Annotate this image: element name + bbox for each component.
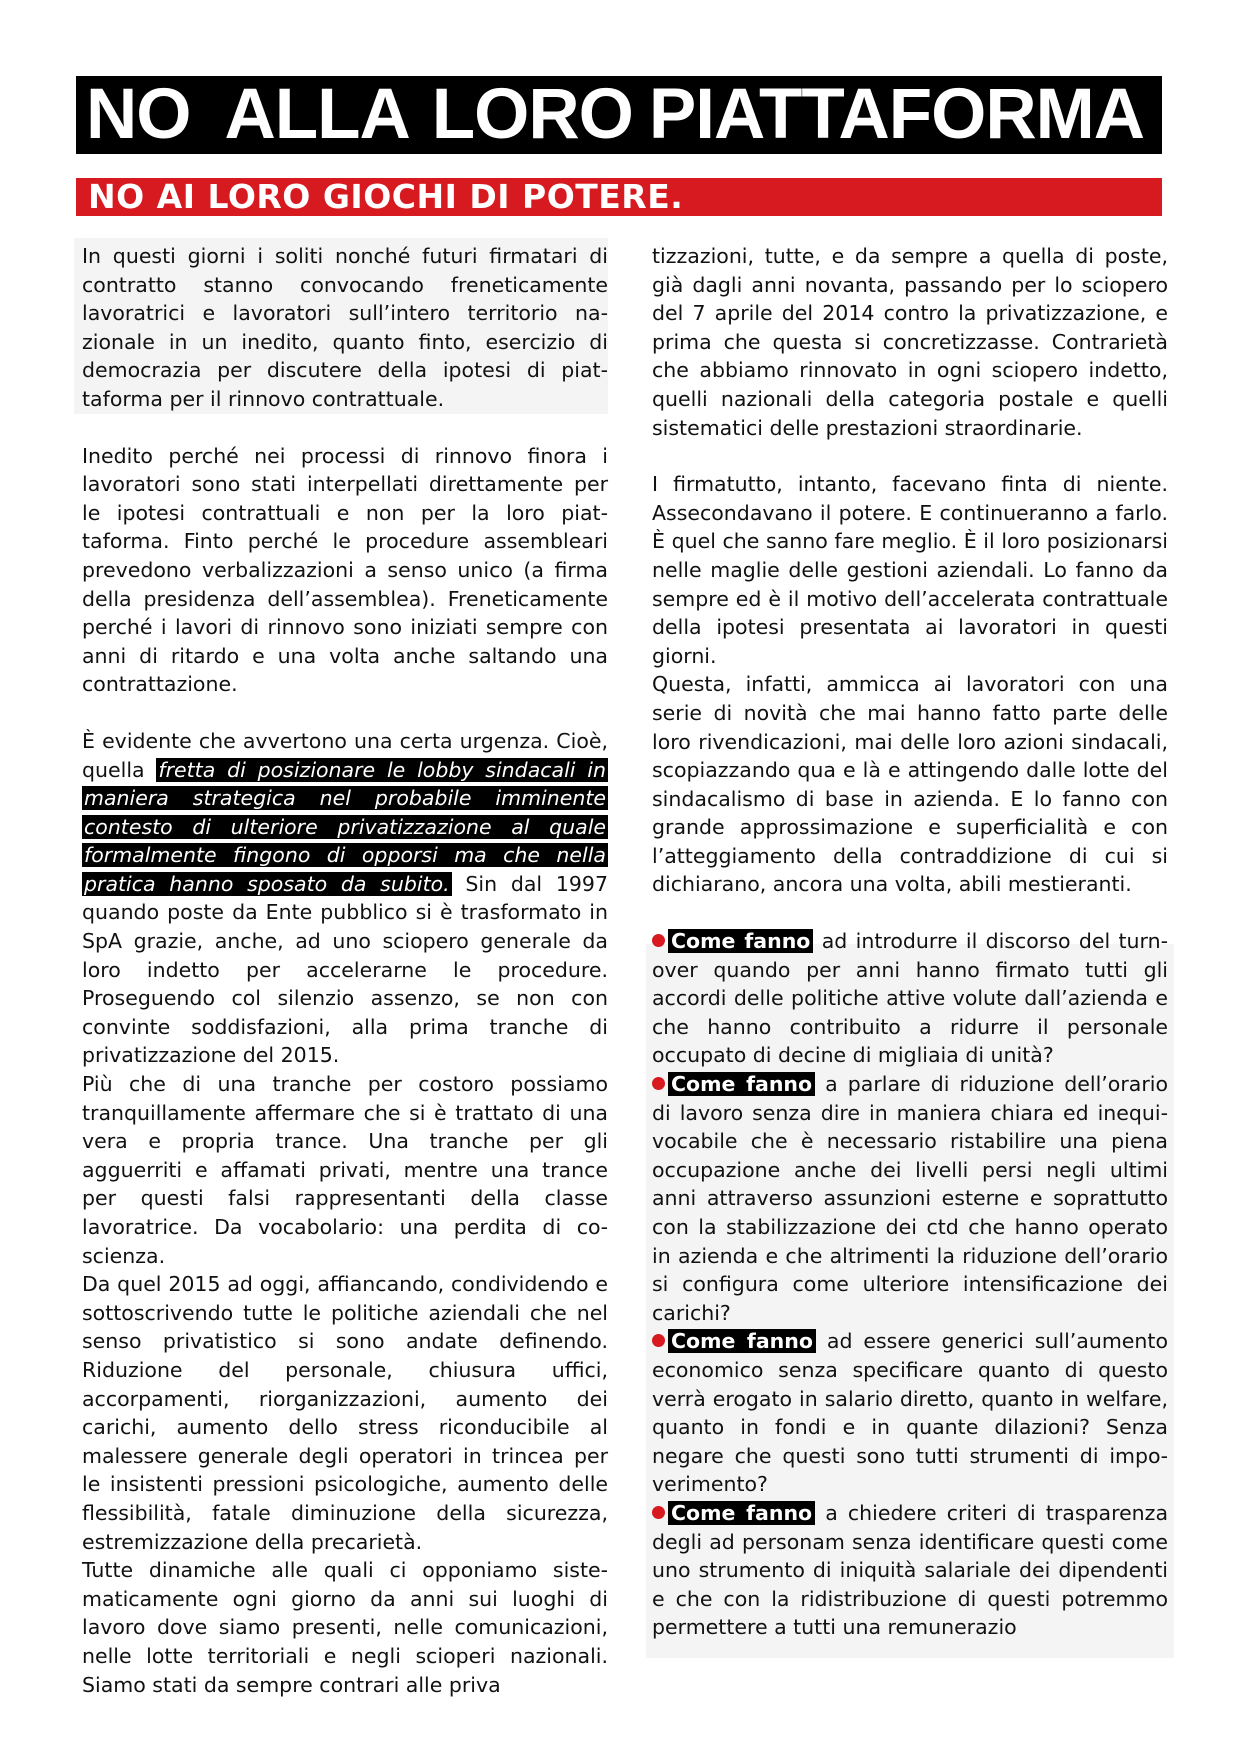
red-bullet-icon <box>652 1334 665 1347</box>
bullet-label: Come fanno <box>668 1501 815 1525</box>
paragraph: In questi giorni i soliti nonché futuri firmatari di contratto stanno convocando freneticamente lavoratrici e lavoratori sull’intero territorio nazionale in un inedito, quanto finto, esercizio di democrazia per discutere della ipotesi di piattaforma per il rinnovo contrattuale. <box>82 244 608 411</box>
paragraph: Più che di una tranche per costoro possiamo tranquillamente affermare che si è trattato di una vera e propria trance. Una tranche per gli agguerriti e affamati privati, mentre una trance per questi falsi rappresentanti della classe lavoratrice. Da vocabolario: una perdita di coscienza. <box>82 1072 608 1268</box>
red-bullet-icon <box>652 1077 665 1090</box>
bullet-label: Come fanno <box>668 929 813 953</box>
paragraph: Da quel 2015 ad oggi, affiancando, condividendo e sottoscrivendo tutte le politiche aziendali che nel senso privatistico si sono andate definendo. Riduzione del personale, chiusura uffici, accorpamenti, riorganizzazioni, aumento dei carichi, aumento dello stress riconducibile al malessere generale degli operatori in trincea per le insistenti pressioni psicologiche, aumento delle flessibilità, fatale diminuzione della sicurezza, estremizzazione della precarietà. <box>82 1272 608 1554</box>
paragraph-text: Sin dal 1997 quando poste da Ente pubblico si è trasformato in SpA grazie, anche, ad uno sciopero generale da loro indetto per accelerarne le procedure. Proseguendo col silenzio assenzo, se non con convinte soddisfazioni, alla prima tranche di privatizzazione del 2015. <box>82 871 608 1068</box>
title-word: PIATTAFORMA <box>648 76 1145 154</box>
title-word: LORO <box>431 76 633 154</box>
paragraph: tizzazioni, tutte, e da sempre a quella di poste, già dagli anni novanta, passando per lo sciopero del 7 aprile del 2014 contro la privatizzazione, e prima che questa si concretizzasse. Contrarietà che abbiamo rinnovato in ogni sciopero indetto, quelli nazionali della categoria postale e quelli sistematici delle prestazioni straordinarie. <box>652 244 1168 440</box>
bullet-label: Come fanno <box>668 1329 816 1353</box>
page-title <box>76 76 1162 154</box>
title-word: ALLA <box>224 76 410 154</box>
bullet-item <box>652 927 1168 1070</box>
bullet-item <box>652 1070 1168 1327</box>
paragraph: Tutte dinamiche alle quali ci opponiamo sistematicamente ogni giorno da anni sui luoghi di lavoro dove siamo presenti, nelle comunicazioni, nelle lotte territoriali e negli scioperi nazionali. Siamo stati da sempre contrari alle priva <box>82 1558 608 1697</box>
paragraph: Inedito perché nei processi di rinnovo finora i lavoratori sono stati interpellati direttamente per le ipotesi contrattuali e non per la loro piattaforma. Finto perché le procedure assembleari prevedono verbalizzazioni a senso unico (a firma della presidenza dell’assemblea). Freneticamente perché i lavori di rinnovo sono iniziati sempre con anni di ritardo e una volta anche saltando una contrattazione. <box>82 443 608 697</box>
paragraph: I firmatutto, intanto, facevano finta di niente. Assecondavano il potere. E continueranno a farlo. È quel che sanno fare meglio. È il loro posizionarsi nelle maglie delle gestioni aziendali. Lo fanno da sempre ed è il motivo dell’accelerata contrattuale della ipotesi presentata ai lavoratori in questi giorni. <box>652 472 1168 668</box>
paragraph-text: È evidente che avvertono una certa urgenza. Cioè, quella <box>82 728 608 782</box>
highlighted-text: fretta di posizionare le lobby sindacali in maniera strategica nel probabile imminente contesto di ulteriore privatizzazione al quale formalmente fingono di opporsi ma che nella pratica hanno sposato da subito. <box>84 757 606 896</box>
left-column <box>82 242 608 1699</box>
title-word: NO <box>86 76 191 154</box>
paragraph: Questa, infatti, ammicca ai lavoratori con una serie di novità che mai hanno fatto parte delle loro rivendicazioni, mai delle loro azioni sindacali, scopiazzando qua e là e attingendo dalle lotte del sindacalismo di base in azienda. E lo fanno con grande approssimazione e superficialità e con l’atteggiamento della contraddizione di cui si dichiarano, ancora una volta, abili mestieranti. <box>652 672 1168 897</box>
paragraph <box>82 727 608 1070</box>
right-column <box>652 242 1168 1642</box>
bullet-text: ad introdurre il discorso del turn-over quando per anni hanno firmato tutti gli accordi delle politiche attive volute dall’azienda e che hanno contribuito a ridurre il personale occupato di decine di migliaia di unità? <box>652 929 1168 1068</box>
subtitle-bar: NO AI LORO GIOCHI DI POTERE. <box>76 178 1162 216</box>
red-bullet-icon <box>652 1506 665 1519</box>
bullet-item <box>652 1327 1168 1499</box>
bullet-text: a parlare di riduzione dell’orario di lavoro senza dire in maniera chiara ed inequivocabile che è necessario ristabilire una piena occupazione anche dei livelli persi negli ultimi anni attraverso assunzioni esterne e soprattutto con la stabilizzazione dei ctd che hanno operato in azienda e che altrimenti la riduzione dell’orario si configura come ulteriore intensificazione dei carichi? <box>652 1072 1168 1325</box>
bullet-item <box>652 1499 1168 1642</box>
bullet-text: ad essere generici sull’aumento economico senza specificare quanto di questo verrà erogato in salario diretto, quanto in welfare, quanto in fondi e in quante dilazioni? Senza negare che questi sono tutti strumenti di impoverimento? <box>652 1329 1168 1497</box>
bullet-text: a chiedere criteri di trasparenza degli ad personam senza identificare questi come uno strumento di iniquità salariale dei dipendenti e che con la ridistribuzione di questi potremmo permettere a tutti una remunerazio <box>652 1500 1169 1640</box>
red-bullet-icon <box>652 934 665 947</box>
bullet-label: Come fanno <box>668 1072 815 1096</box>
